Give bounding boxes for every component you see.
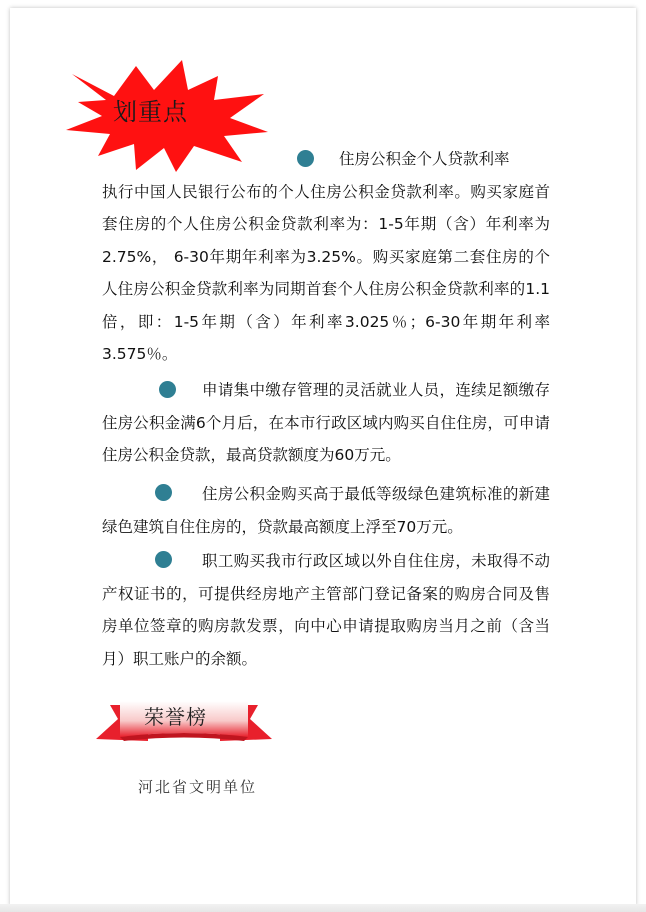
item-4-text: 职工购买我市行政区域以外自住住房，未取得不动产权证书的，可提供经房地产主管部门登记备案的购房合同及售房单位签章的购房款发票，向中心申请提取购房当月之前（含当月）职工账户的余额。 [102, 552, 550, 668]
item-2-text: 申请集中缴存管理的灵活就业人员，连续足额缴存住房公积金满6个月后，在本市行政区域内购买自住住房，可申请住房公积金贷款，最高贷款额度为60万元。 [102, 381, 550, 464]
item-3-text: 住房公积金购买高于最低等级绿色建筑标准的新建绿色建筑自住住房的，贷款最高额度上浮至70万元。 [102, 485, 550, 536]
honor-label: 荣誉榜 [144, 705, 207, 729]
policy-item-3 [102, 478, 550, 543]
policy-item-1 [102, 143, 550, 371]
page-bottom-edge [0, 904, 646, 912]
item-1-text: 执行中国人民银行公布的个人住房公积金贷款利率。购买家庭首套住房的个人住房公积金贷款利率为：1-5年期（含）年利率为2.75%， 6-30年期年利率为3.25%。购买家庭第二套住房的个人住房公积金贷款利率为同期首套个人住房公积金贷款利率的1.1倍，即：1-5年期（含）年利率3.025％；6-30年期年利率3.575％。 [102, 182, 550, 363]
policy-item-4 [102, 545, 550, 675]
honor-entry: 河北省文明单位 [138, 778, 258, 796]
badge-label: 划重点 [113, 98, 188, 126]
policy-item-2 [102, 374, 550, 472]
item-1-title: 住房公积金个人贷款利率 [339, 150, 510, 168]
